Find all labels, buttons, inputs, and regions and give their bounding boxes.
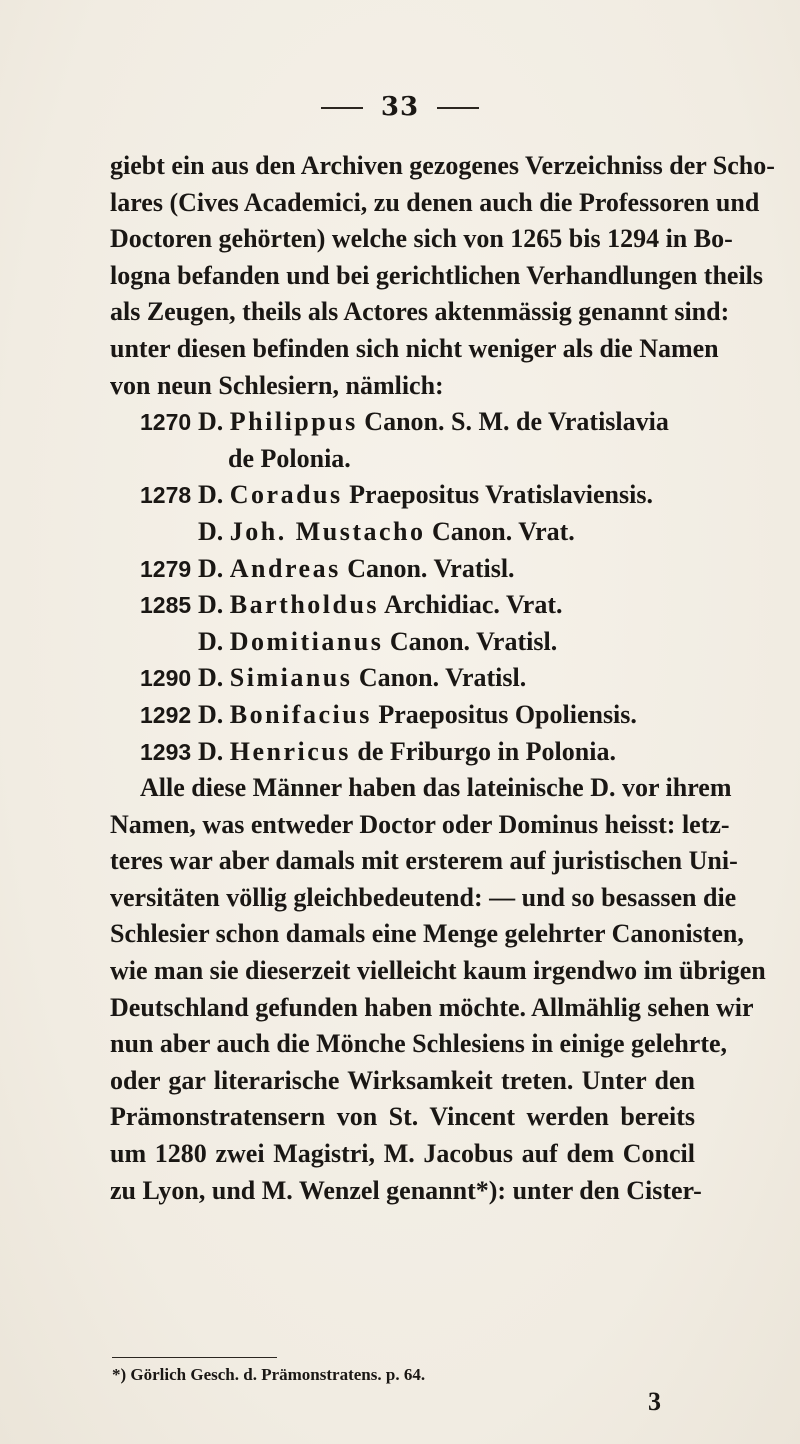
entry-year: 1292 — [140, 701, 192, 728]
text-line: logna befanden und bei gerichtlichen Verhandlungen theils — [110, 260, 764, 290]
text-line: Alle diese Männer haben das lateinische D. vor ihrem — [140, 773, 732, 803]
entry-prefix: D. — [198, 663, 224, 693]
entry-name: Domitianus — [229, 626, 384, 656]
entry-prefix: D. — [198, 516, 224, 546]
scholar-entry — [110, 624, 695, 661]
entry-title: Archidiac. Vrat. — [384, 590, 563, 620]
text-line: wie man sie dieserzeit vielleicht kaum irgendwo im übrigen — [110, 956, 766, 986]
entry-prefix: D. — [198, 553, 224, 583]
entry-title: Canon. Vrat. — [432, 516, 575, 546]
entry-name: Coradus — [229, 480, 343, 510]
page-number: 33 — [380, 92, 420, 122]
intro-paragraph — [110, 148, 775, 404]
main-paragraph — [110, 770, 766, 1209]
entry-continuation-text: de Polonia. — [228, 443, 351, 473]
entry-name: Philippus — [229, 407, 358, 437]
entry-prefix: D. — [198, 626, 224, 656]
scholar-entry — [110, 587, 695, 624]
entry-title: Canon. Vratisl. — [347, 553, 515, 583]
scholar-entry — [110, 660, 695, 697]
entry-title: Canon. Vratisl. — [389, 626, 558, 656]
footnote: *) Görlich Gesch. d. Prämonstratens. p. 64. — [112, 1365, 426, 1384]
scholar-entry-continuation — [110, 441, 695, 478]
text-line: Doctoren gehörten) welche sich von 1265 bis 1294 in Bo- — [110, 224, 733, 254]
text-line: zu Lyon, und M. Wenzel genannt*): unter den Cister- — [110, 1175, 702, 1205]
entry-name: Henricus — [229, 736, 351, 766]
entry-title: Canon. S. M. de Vratislavia — [364, 407, 669, 437]
scholar-entry — [110, 697, 695, 734]
text-line: um 1280 zwei Magistri, M. Jacobus auf dem Concil — [110, 1139, 695, 1169]
scholar-entry — [110, 551, 695, 588]
text-line: versitäten völlig gleichbedeutend: — und so besassen die — [110, 882, 737, 912]
running-head — [0, 92, 800, 122]
entry-prefix: D. — [198, 736, 224, 766]
entry-title: Canon. Vratisl. — [358, 663, 527, 693]
scholar-entry — [110, 404, 695, 441]
entry-name: Bonifacius — [229, 699, 372, 729]
entry-title: de Friburgo in Polonia. — [357, 736, 616, 766]
scholar-entry — [110, 514, 695, 551]
head-dash-right — [437, 107, 479, 109]
text-line: von neun Schlesiern, nämlich: — [110, 370, 444, 400]
scholar-entry — [110, 477, 695, 514]
entry-prefix: D. — [198, 590, 224, 620]
text-line: teres war aber damals mit ersterem auf juristischen Uni- — [110, 846, 738, 876]
scholar-list — [110, 404, 695, 770]
signature-mark: 3 — [648, 1387, 661, 1416]
text-line: Prämonstratensern von St. Vincent werden bereits — [110, 1102, 695, 1132]
entry-year: 1270 — [140, 409, 192, 436]
entry-name: Andreas — [229, 553, 341, 583]
footnote-rule — [112, 1357, 277, 1358]
text-line: als Zeugen, theils als Actores aktenmässig genannt sind: — [110, 297, 730, 327]
head-dash-left — [321, 107, 363, 109]
entry-year: 1293 — [140, 738, 192, 765]
body-text — [110, 148, 775, 1209]
scholar-entry — [110, 734, 695, 771]
text-line: Namen, was entweder Doctor oder Dominus heisst: letz- — [110, 809, 730, 839]
entry-title: Praepositus Vratislaviensis. — [349, 480, 653, 510]
text-line: lares (Cives Academici, zu denen auch die Professoren und — [110, 187, 760, 217]
entry-prefix: D. — [198, 480, 224, 510]
entry-prefix: D. — [198, 699, 224, 729]
text-line: Schlesier schon damals eine Menge gelehrter Canonisten, — [110, 919, 744, 949]
entry-year: 1290 — [140, 665, 192, 692]
entry-year: 1285 — [140, 592, 192, 619]
text-line: giebt ein aus den Archiven gezogenes Verzeichniss der Scho- — [110, 151, 775, 180]
entry-year: 1279 — [140, 555, 192, 582]
text-line: nun aber auch die Mönche Schlesiens in einige gelehrte, — [110, 1029, 728, 1059]
entry-title: Praepositus Opoliensis. — [378, 699, 637, 729]
text-line: unter diesen befinden sich nicht weniger als die Namen — [110, 333, 719, 363]
entry-name: Joh. Mustacho — [229, 516, 426, 546]
entry-year: 1278 — [140, 482, 192, 509]
text-line: Deutschland gefunden haben möchte. Allmählig sehen wir — [110, 992, 754, 1022]
text-line: oder gar literarische Wirksamkeit treten. Unter den — [110, 1065, 695, 1095]
entry-name: Bartholdus — [229, 590, 380, 620]
entry-prefix: D. — [198, 407, 224, 437]
entry-name: Simianus — [229, 663, 353, 693]
